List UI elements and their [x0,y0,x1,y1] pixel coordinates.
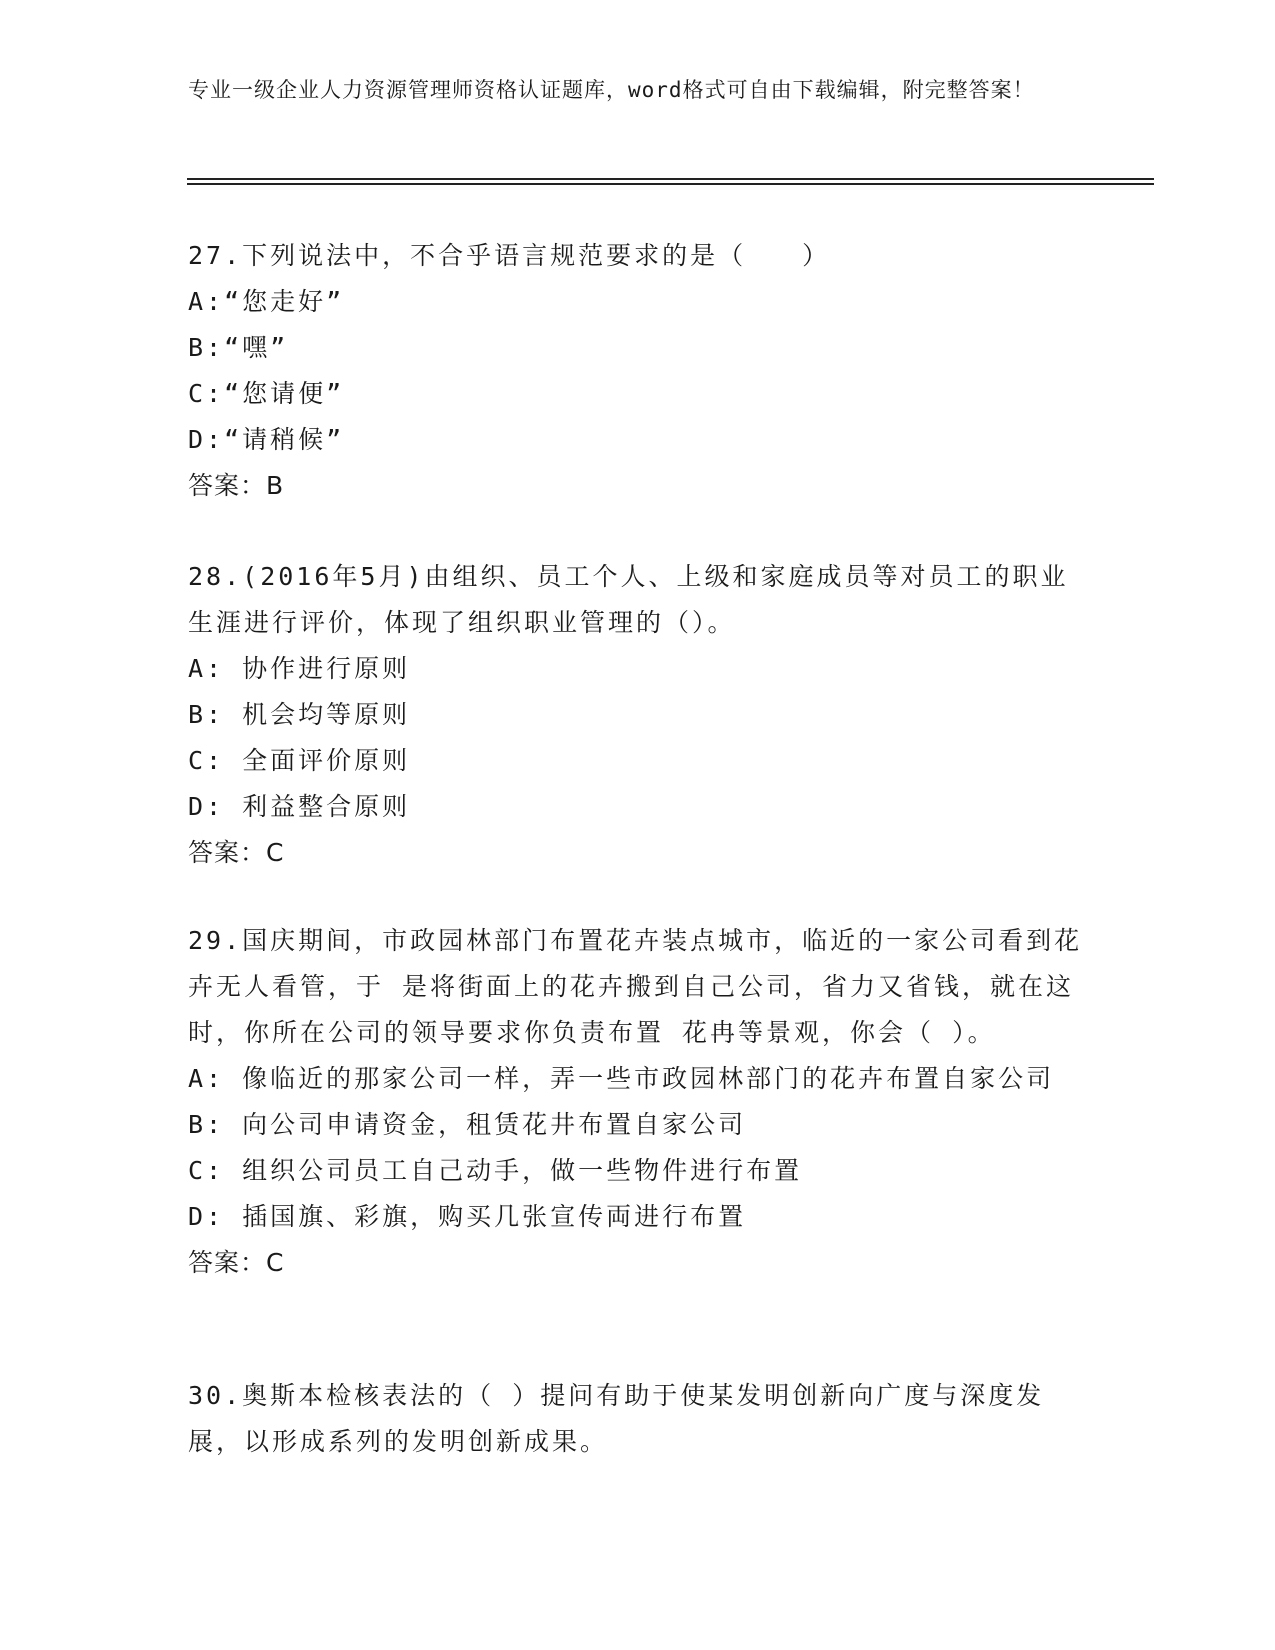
option-c: C: 全面评价原则 [188,746,411,775]
answer: 答案：C [188,1248,285,1277]
option-a: A: 像临近的那家公司一样，弄一些市政园林部门的花卉布置自家公司 [188,1064,1055,1093]
answer: 答案：C [188,838,285,867]
document-header: 专业一级企业人力资源管理师资格认证题库，word格式可自由下载编辑，附完整答案！ [188,78,1035,102]
option-c: C:“您请便” [188,379,345,408]
option-d: D: 利益整合原则 [188,792,411,821]
option-b: B:“嘿” [188,333,289,362]
question-stem: 28.(2016年5月)由组织、员工个人、上级和家庭成员等对员工的职业生涯进行评价，体现了组织职业管理的（）。 [188,562,1069,637]
question-stem: 27.下列说法中，不合乎语言规范要求的是（ ） [188,241,831,270]
answer: 答案：B [188,471,285,500]
question-stem: 29.国庆期间，市政园林部门布置花卉装点城市，临近的一家公司看到花卉无人看管，于 是将街面上的花卉搬到自己公司，省力又省钱，就在这时，你所在公司的领导要求你负责布置 花冉等景观，你会（ ）。 [188,926,1083,1047]
question-27 [188,233,1088,509]
question-30 [188,1373,1088,1465]
option-d: D:“请稍候” [188,425,345,454]
question-stem: 30.奥斯本检核表法的（ ）提问有助于使某发明创新向广度与深度发展，以形成系列的发明创新成果。 [188,1381,1045,1456]
option-d: D: 插国旗、彩旗，购买几张宣传両进行布置 [188,1202,747,1231]
option-b: B: 向公司申请资金，租赁花井布置自家公司 [188,1110,747,1139]
question-29 [188,918,1088,1286]
option-a: A:“您走好” [188,287,345,316]
header-divider-bottom [187,183,1154,185]
option-b: B: 机会均等原则 [188,700,411,729]
option-c: C: 组织公司员工自己动手，做一些物件进行布置 [188,1156,803,1185]
option-a: A: 协作进行原则 [188,654,411,683]
question-28 [188,554,1088,876]
header-divider-top [187,178,1154,180]
